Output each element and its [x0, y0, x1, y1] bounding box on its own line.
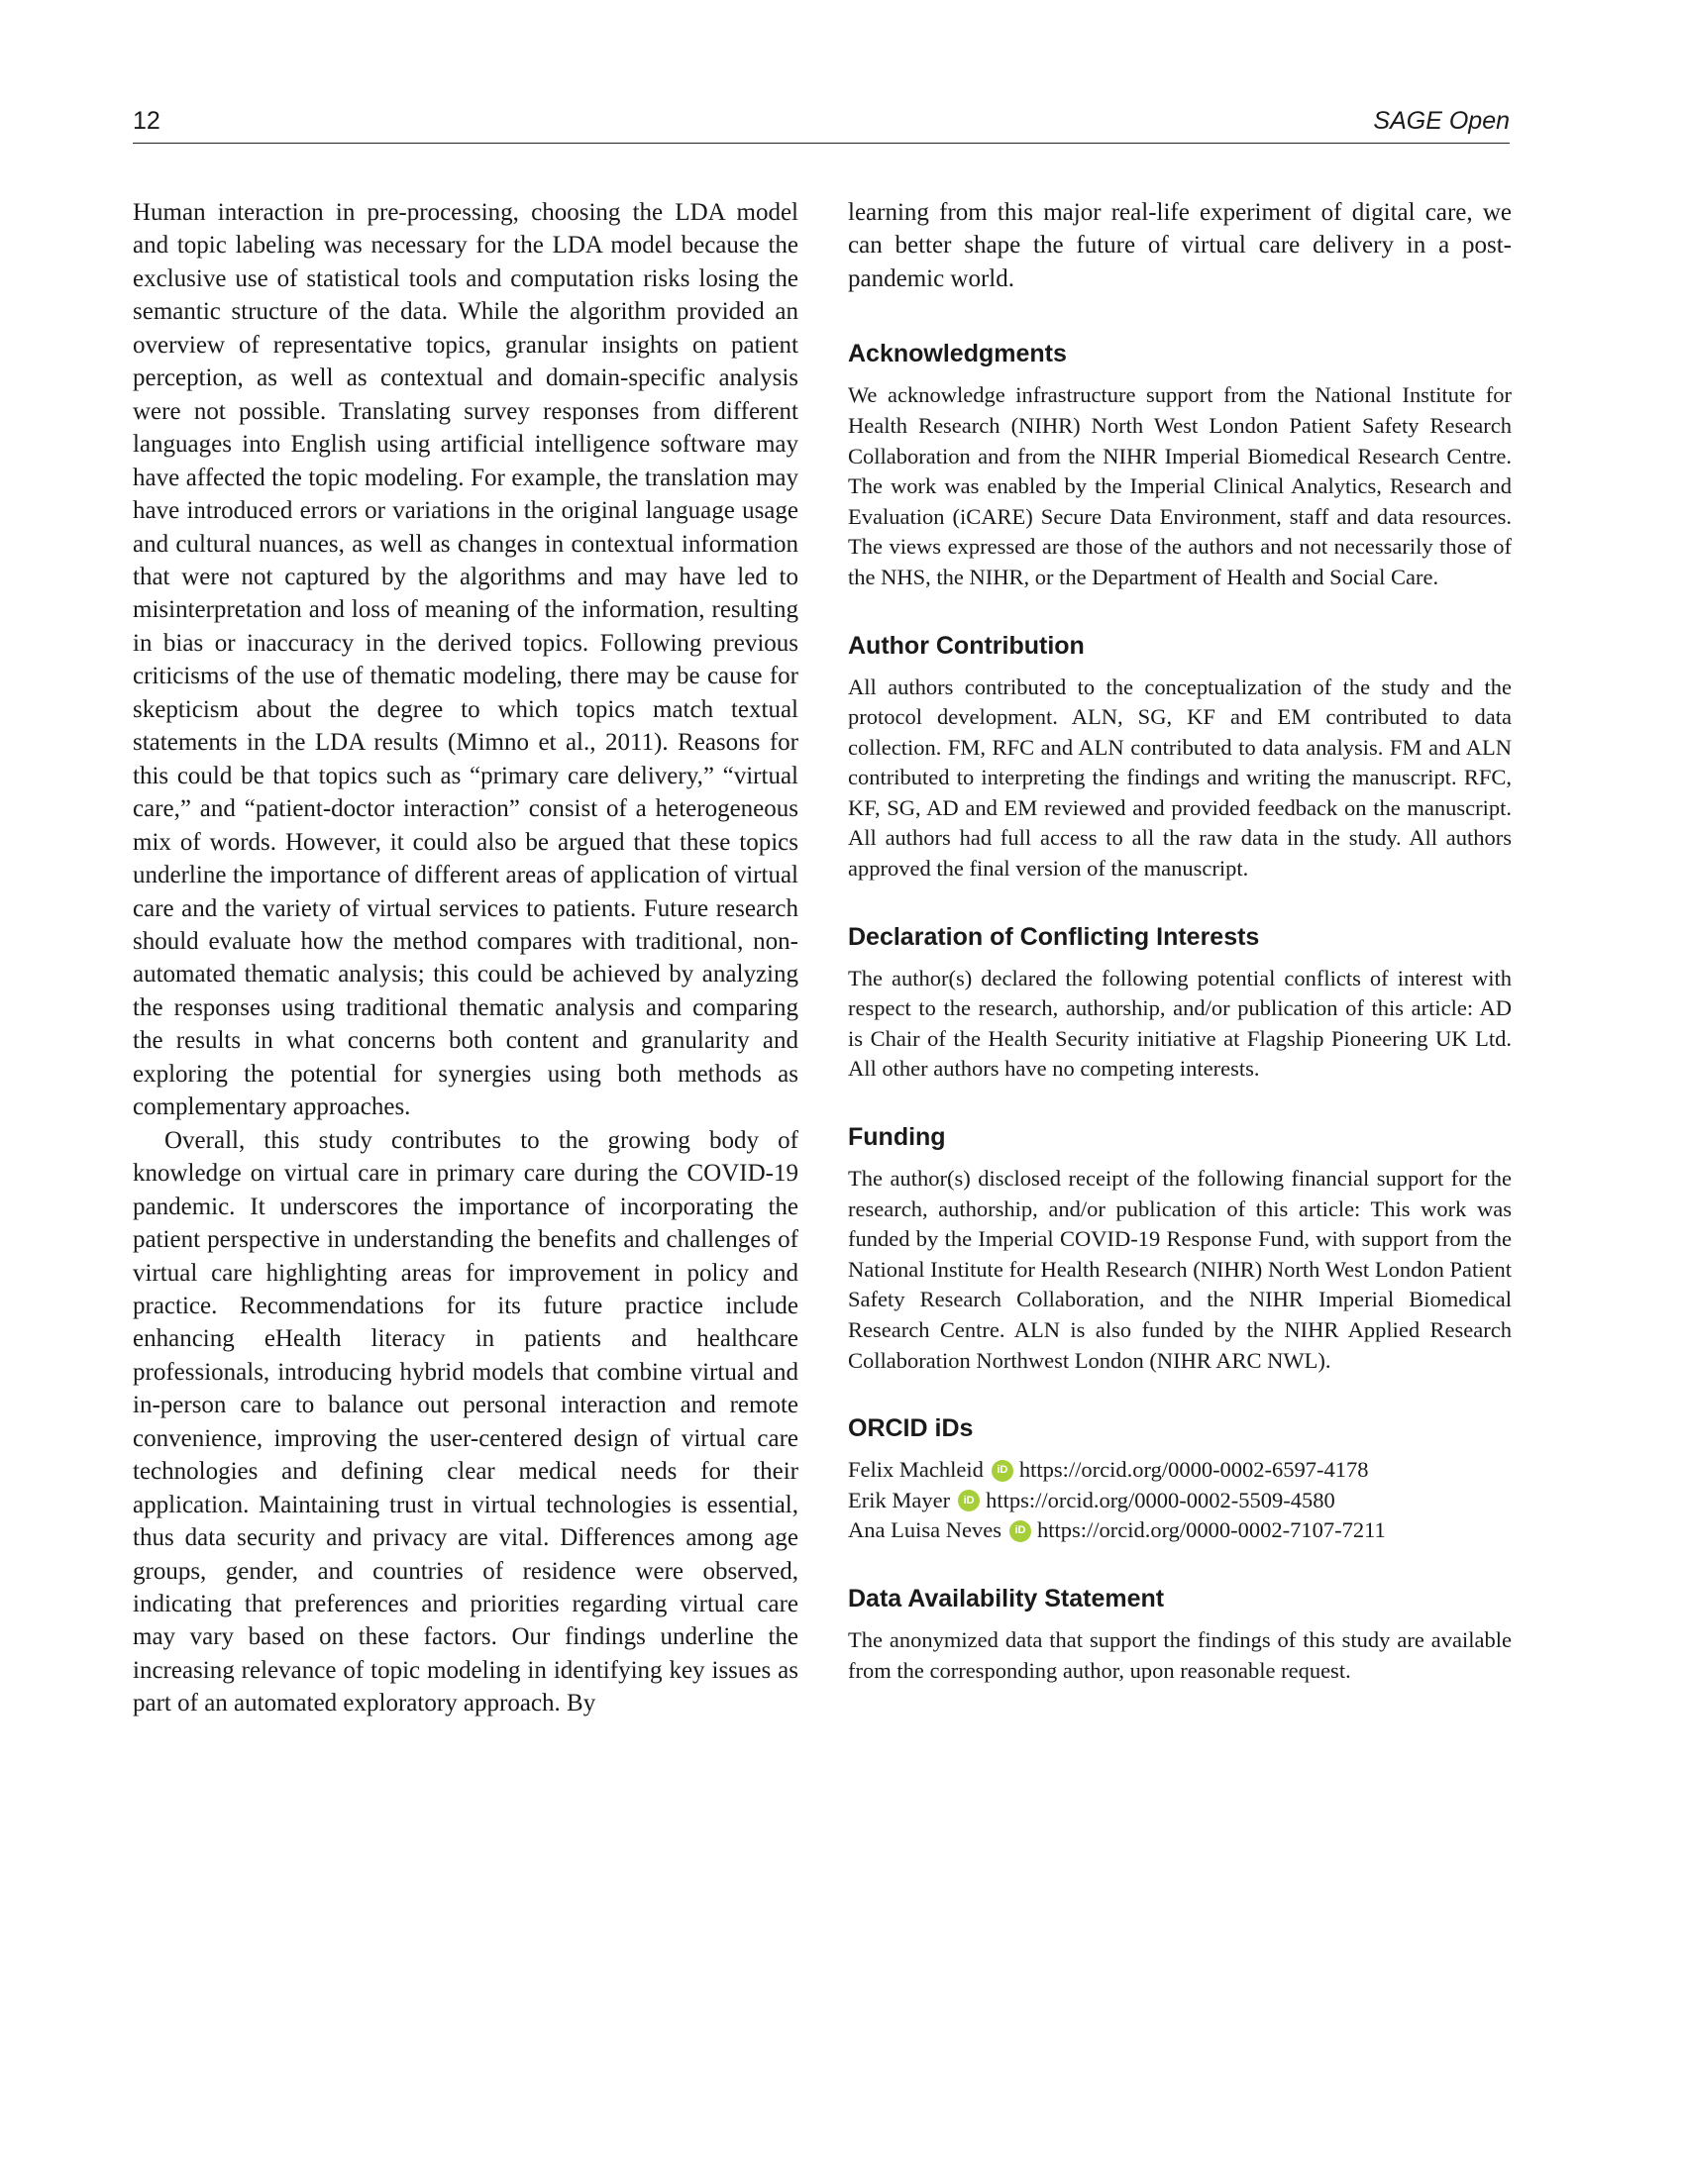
- conflicts-heading: Declaration of Conflicting Interests: [848, 922, 1260, 951]
- funding-text: The author(s) disclosed receipt of the following financial support for the research, authorship, and/or publication of this article: This work was funded by the Imperial COVID-19 Response Fund, with support from the National Institute for Health Research (NIHR) North West London Patient Safety Research Collaboration, and the NIHR Imperial Biomedical Research Centre. ALN is also funded by the NIHR Applied Research Collaboration Northwest London (NIHR ARC NWL).: [848, 1166, 1512, 1373]
- orcid-entry: [848, 1455, 1512, 1486]
- author-contribution-section: [848, 631, 1512, 884]
- acknowledgments-text: We acknowledge infrastructure support from the National Institute for Health Research (NIHR) North West London Patient Safety Research Collaboration and from the NIHR Imperial Biomedical Research Centre. The work was enabled by the Imperial Clinical Analytics, Research and Evaluation (iCARE) Secure Data Environment, staff and data resources. The views expressed are those of the authors and not necessarily those of the NHS, the NIHR, or the Department of Health and Social Care.: [848, 382, 1512, 589]
- right-column: [848, 196, 1512, 1686]
- conflicts-section: [848, 922, 1512, 1085]
- orcid-icon: iD: [1009, 1520, 1031, 1542]
- discussion-paragraph-limitations: Human interaction in pre-processing, choosing the LDA model and topic labeling was necessary for the LDA model because the exclusive use of statistical tools and computation risks losing the semantic structure of the data. While the algorithm provided an overview of representative topics, granular insights on patient perception, as well as contextual and domain-specific analysis were not possible. Translating survey responses from different languages into English using artificial intelligence software may have affected the topic modeling. For example, the translation may have introduced errors or variations in the original language usage and cultural nuances, as well as changes in contextual information that were not captured by the algorithms and may have led to misinterpretation and loss of meaning of the information, resulting in bias or inaccuracy in the derived topics. Following previous criticisms of the use of thematic modeling, there may be cause for skepticism about the degree to which topics match textual statements in the LDA results (Mimno et al., 2011). Reasons for this could be that topics such as “primary care delivery,” “virtual care,” and “patient-doctor interaction” consist of a heterogeneous mix of words. However, it could also be argued that these topics underline the importance of different areas of application of virtual care and the variety of virtual services to patients. Future research should evaluate how the method compares with traditional, non-automated thematic analysis; this could be achieved by analyzing the responses using traditional thematic analysis and comparing the results in what concerns both content and granularity and exploring the potential for synergies using both methods as complementary approaches.: [133, 199, 798, 1121]
- author-contribution-text: All authors contributed to the conceptualization of the study and the protocol development. ALN, SG, KF and EM contributed to data collection. FM, RFC and ALN contributed to data analysis. FM and ALN contributed to interpreting the findings and writing the manuscript. RFC, KF, SG, AD and EM reviewed and provided feedback on the manuscript. All authors had full access to all the raw data in the study. All authors approved the final version of the manuscript.: [848, 674, 1512, 882]
- orcid-icon: iD: [958, 1490, 980, 1511]
- data-availability-text: The anonymized data that support the findings of this study are available from the corresponding author, upon reasonable request.: [848, 1626, 1512, 1683]
- orcid-section: [848, 1413, 1512, 1546]
- left-column: [133, 196, 798, 1720]
- orcid-icon: iD: [992, 1460, 1013, 1482]
- page-number: 12: [133, 107, 160, 135]
- orcid-author-name: Erik Mayer: [848, 1487, 951, 1512]
- orcid-author-name: Ana Luisa Neves: [848, 1517, 1001, 1543]
- data-availability-heading: Data Availability Statement: [848, 1584, 1165, 1612]
- orcid-heading: ORCID iDs: [848, 1414, 974, 1443]
- orcid-link[interactable]: https://orcid.org/0000-0002-7107-7211: [1036, 1517, 1386, 1543]
- journal-name: SAGE Open: [1373, 107, 1510, 135]
- conclusion-continuation: learning from this major real-life experiment of digital care, we can better shape the future of virtual care delivery in a post-pandemic world.: [848, 199, 1512, 292]
- orcid-entry: [848, 1515, 1512, 1546]
- acknowledgments-heading: Acknowledgments: [848, 340, 1067, 368]
- orcid-entry: [848, 1486, 1512, 1516]
- orcid-link[interactable]: https://orcid.org/0000-0002-6597-4178: [1018, 1457, 1369, 1483]
- orcid-link[interactable]: https://orcid.org/0000-0002-5509-4580: [986, 1487, 1335, 1512]
- data-availability-section: [848, 1584, 1512, 1686]
- author-contribution-heading: Author Contribution: [848, 631, 1085, 660]
- orcid-author-name: Felix Machleid: [848, 1457, 984, 1483]
- conflicts-text: The author(s) declared the following potential conflicts of interest with respect to the research, authorship, and/or publication of this article: AD is Chair of the Health Security initiative at Flagship Pioneering UK Ltd. All other authors have no competing interests.: [848, 965, 1512, 1082]
- discussion-paragraph-conclusion: Overall, this study contributes to the growing body of knowledge on virtual care in primary care during the COVID-19 pandemic. It underscores the importance of incorporating the patient perspective in understanding the benefits and challenges of virtual care highlighting areas for improvement in policy and practice. Recommendations for its future practice include enhancing eHealth literacy in patients and healthcare professionals, introducing hybrid models that combine virtual and in-person care to balance out personal interaction and remote convenience, improving the user-centered design of virtual care technologies and defining clear medical needs for their application. Maintaining trust in virtual technologies is essential, thus data security and privacy are vital. Differences among age groups, gender, and countries of residence were observed, indicating that preferences and priorities regarding virtual care may vary based on these factors. Our findings underline the increasing relevance of topic modeling in identifying key issues as part of an automated exploratory approach. By: [133, 1126, 798, 1717]
- funding-heading: Funding: [848, 1123, 946, 1152]
- running-head: [133, 103, 1510, 144]
- acknowledgments-section: [848, 339, 1512, 592]
- funding-section: [848, 1122, 1512, 1376]
